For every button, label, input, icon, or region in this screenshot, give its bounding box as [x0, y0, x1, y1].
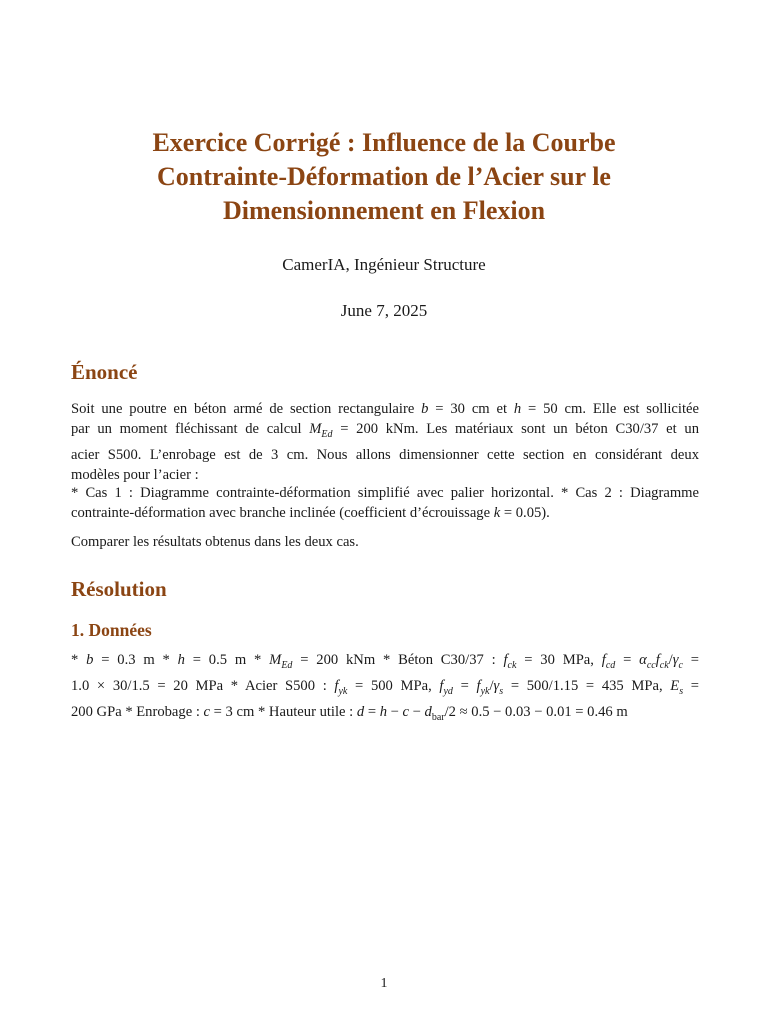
subsection-heading-donnees: 1. Données [71, 620, 152, 640]
date: June 7, 2025 [340, 301, 428, 320]
title-line-3: Dimensionnement en Flexion [222, 196, 546, 225]
page-number: 1 [380, 976, 388, 991]
title-line-2: Contrainte-Déformation de l’Acier sur le [157, 162, 611, 191]
section-heading-enonce: Énoncé [71, 360, 138, 384]
section-heading-resolution: Résolution [71, 577, 167, 601]
enonce-paragraph-2: * Cas 1 : Diagramme contrainte-déformation simplifié avec palier horizontal. * Cas 2 : Diagramme contrainte-déformation avec branche inclinée (coefficient d’écrouissage k = 0.05). [71, 485, 699, 521]
paper-title [60, 126, 708, 228]
author: CamerIA, Ingénieur Structure [282, 255, 486, 274]
title-line-1: Exercice Corrigé : Influence de la Courbe [152, 128, 616, 157]
donnees-paragraph: * b = 0.3 m * h = 0.5 $m * M_{Ed} = 200$ kNm * Béton C30/37 : $f_{ck} = 30$ MPa, $f_{cd} = \alpha_{cc}f_{ck}/\gamma_c$ = 1.0 × 30/1.5 = 20 MPa * Acier S500 : $f_{yk} = 500$ MPa, $f_{yd} = f_{yk}/\gamma_s = 500/1.15 = 435$ MPa, $E_s$ = 200 GPa * Enrobage : c = 3 cm * Hauteur utile : $d = h - c - d_{bar}/2 \approx 0.5 - 0.03 - 0.01 = 0.46$ m [71, 652, 700, 723]
enonce-paragraph-3: Comparer les résultats obtenus dans les deux cas. [71, 534, 359, 550]
enonce-paragraph-1: Soit une poutre en béton armé de section rectangulaire b = 30 cm et h = 50 cm. Elle est sollicitée par un moment fléchissant de calcul $M_{Ed} = 200$ kNm. Les matériaux sont un béton C30/37 et un acier S500. L’enrobage est de 3 cm. Nous allons dimensionner cette section en considérant deux modèles pour l’acier : [71, 401, 699, 483]
